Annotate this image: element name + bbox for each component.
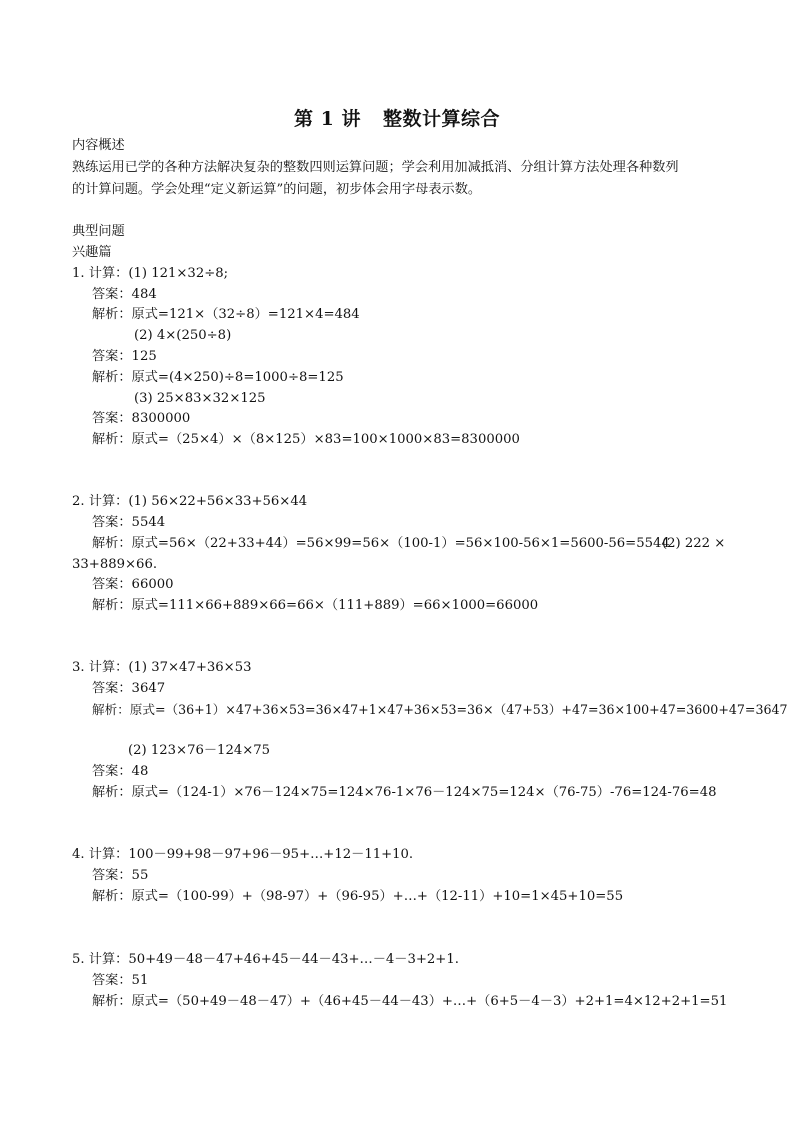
problem-3-answer-2: 答案：48 bbox=[92, 764, 149, 779]
problem-2-solution-2: 解析：原式=111×66+889×66=66×（111+889）=66×1000=66000 bbox=[92, 598, 539, 613]
overview-heading: 内容概述 bbox=[72, 138, 125, 153]
lesson-number: 第 1 讲 bbox=[294, 108, 361, 130]
problem-3-solution-1: 解析：原式=（36+1）×47+36×53=36×47+1×47+36×53=36×（47+53）+47=36×100+47=3600+47=3647 bbox=[92, 702, 788, 717]
problem-4-solution: 解析：原式=（100-99）+（98-97）+（96-95）+…+（12-11）+10=1×45+10=55 bbox=[92, 889, 624, 904]
page-title bbox=[0, 104, 794, 131]
problem-2-solution-1: 解析：原式=56×（22+33+44）=56×99=56×（100-1）=56×100-56×1=5600-56=5544 bbox=[92, 536, 670, 551]
problem-1-question-3: (3) 25×83×32×125 bbox=[134, 391, 266, 406]
problem-3-solution-2: 解析：原式=（124-1）×76－124×75=124×76-1×76－124×75=124×（76-75）-76=124-76=48 bbox=[92, 785, 717, 800]
problem-1-answer-3: 答案：8300000 bbox=[92, 411, 191, 426]
overview-line-2: 的计算问题。学会处理“定义新运算”的问题，初步体会用字母表示数。 bbox=[72, 182, 482, 197]
problem-3-answer-1: 答案：3647 bbox=[92, 681, 166, 696]
problem-1-solution-1: 解析：原式=121×（32÷8）=121×4=484 bbox=[92, 307, 360, 322]
problem-5-answer: 答案：51 bbox=[92, 973, 149, 988]
problem-4-answer: 答案：55 bbox=[92, 868, 149, 883]
problem-1-question: 1. 计算：(1) 121×32÷8; bbox=[72, 266, 229, 281]
problem-2-question-2: (2) 222 × bbox=[662, 536, 726, 551]
problem-1-question-2: (2) 4×(250÷8) bbox=[134, 328, 232, 343]
problem-2-question-2-cont: 33+889×66. bbox=[72, 557, 158, 572]
overview-line-1: 熟练运用已学的各种方法解决复杂的整数四则运算问题；学会利用加减抵消、分组计算方法处理各种数列 bbox=[72, 160, 679, 175]
problem-2-question: 2. 计算：(1) 56×22+56×33+56×44 bbox=[72, 494, 308, 509]
problem-2-answer-1: 答案：5544 bbox=[92, 515, 166, 530]
interest-section-heading: 兴趣篇 bbox=[72, 245, 112, 260]
problem-5-solution: 解析：原式=（50+49－48－47）+（46+45－44－43）+…+（6+5－4－3）+2+1=4×12+2+1=51 bbox=[92, 994, 728, 1009]
problem-3-question-2: (2) 123×76－124×75 bbox=[128, 743, 271, 758]
problem-1-answer-1: 答案：484 bbox=[92, 287, 157, 302]
problem-4-question: 4. 计算：100－99+98－97+96－95+…+12－11+10. bbox=[72, 847, 414, 862]
problem-1-solution-2: 解析：原式=(4×250)÷8=1000÷8=125 bbox=[92, 370, 344, 385]
problem-5-question: 5. 计算：50+49－48－47+46+45－44－43+…－4－3+2+1. bbox=[72, 952, 459, 967]
problem-1-solution-3: 解析：原式=（25×4）×（8×125）×83=100×1000×83=8300000 bbox=[92, 432, 520, 447]
problem-1-answer-2: 答案：125 bbox=[92, 349, 157, 364]
typical-problems-heading: 典型问题 bbox=[72, 224, 125, 239]
lesson-topic: 整数计算综合 bbox=[382, 108, 500, 130]
problem-3-question: 3. 计算：(1) 37×47+36×53 bbox=[72, 660, 252, 675]
problem-2-answer-2: 答案：66000 bbox=[92, 577, 174, 592]
